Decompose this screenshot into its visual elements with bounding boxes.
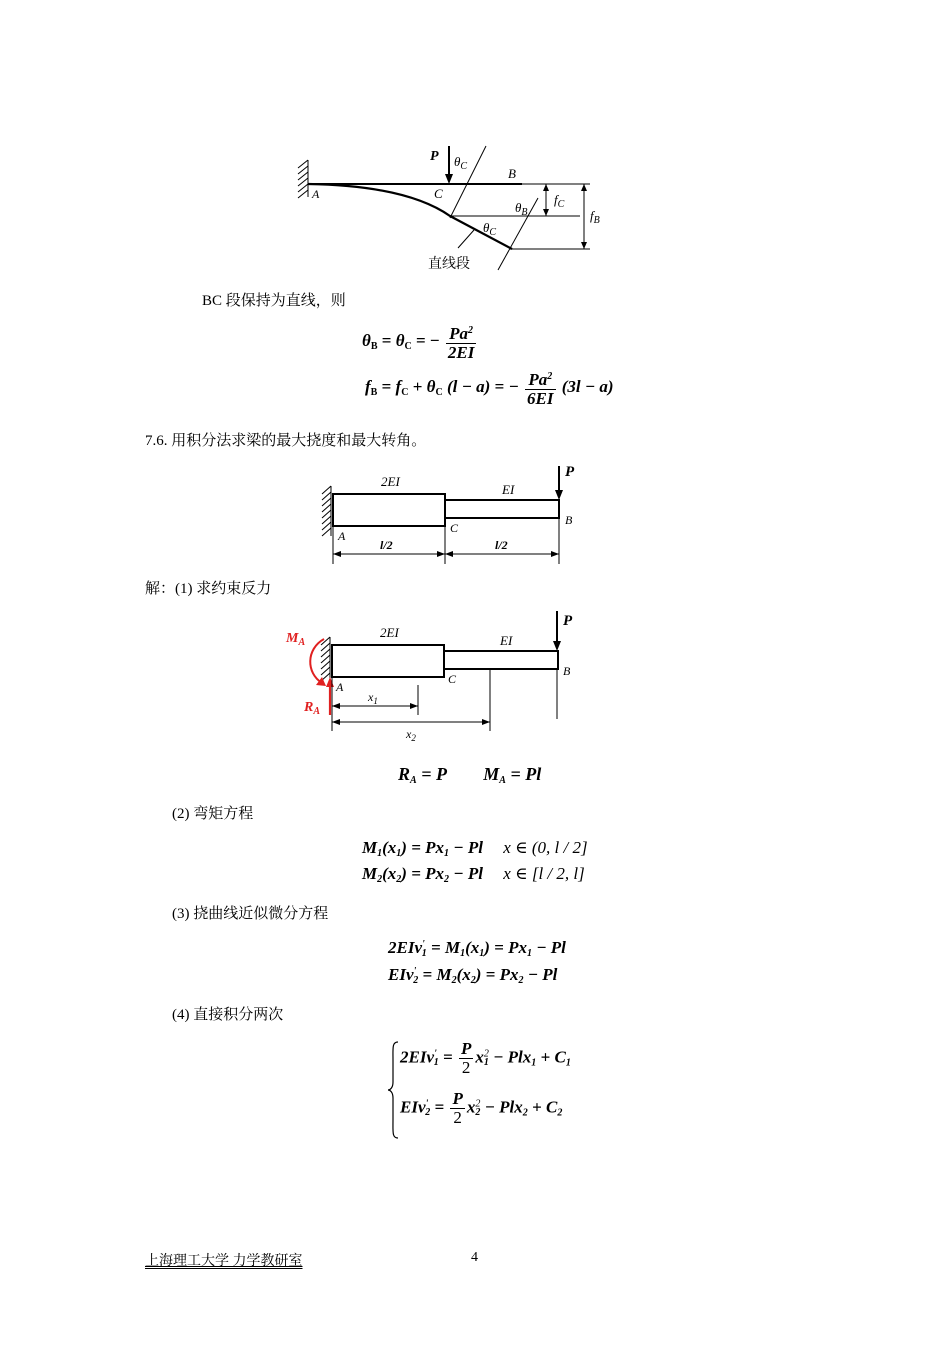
equation-integral-1: 2EIv'$_1$ = $\frac{P}{2}$ $x^2_1 - Plx_1 + C_1$ xyxy=(400,1039,571,1077)
reaction-moment-ma xyxy=(310,639,324,683)
svg-text:EI: EI xyxy=(500,633,513,648)
label-c: C xyxy=(434,186,443,201)
label-theta-c-top: $\theta_C$ xyxy=(454,154,468,172)
label-p: P xyxy=(430,149,439,164)
svg-text:C: C xyxy=(450,521,459,535)
step2-title: (2) 弯矩方程 xyxy=(172,806,254,822)
beam-segment-ei xyxy=(445,500,559,518)
equation-reactions: $R_A = P$ $M_A = Pl$ xyxy=(398,764,542,786)
page-number: 4 xyxy=(471,1250,478,1265)
svg-text:A: A xyxy=(336,680,344,694)
equation-theta: $\theta_B = \theta_C$ = − $\frac{Pa^2}{2EI}$ xyxy=(362,324,475,362)
brace-system xyxy=(386,1040,400,1140)
svg-text:P: P xyxy=(563,613,573,629)
label-theta-b: $\theta_B$ xyxy=(515,200,528,218)
solution-step1: 解：(1) 求约束反力 xyxy=(145,581,272,597)
equation-diff-2: $EIv'_2 = M_2(x_2) = Px_2 - Pl$ xyxy=(388,965,558,986)
figure-free-body xyxy=(280,605,600,745)
label-a: A xyxy=(312,187,320,201)
svg-text:C: C xyxy=(448,672,457,686)
problem-title: 7.6. 用积分法求梁的最大挠度和最大转角。 xyxy=(145,433,427,449)
svg-text:l/2: l/2 xyxy=(495,538,508,552)
svg-text:l/2: l/2 xyxy=(380,538,393,552)
equation-moment-2: $M_2(x_2) = Px_2 - Pl$ x ∈ [l / 2, l] xyxy=(362,864,585,885)
svg-text:x1: $x_1$ xyxy=(368,690,378,706)
equation-fb: $f_B = f_C + \theta_C$ (l − a) = − $\frac{Pa^2}{6EI}$ (3l − a) xyxy=(365,370,614,408)
label-fc: $f_C$ xyxy=(554,192,565,210)
figure-stepped-beam xyxy=(315,460,595,570)
svg-text:P: P xyxy=(565,464,575,480)
footer-institution: 上海理工大学 力学教研室 xyxy=(145,1254,303,1269)
svg-text:B: B xyxy=(563,664,571,678)
label-theta-c-bottom: $\theta_C$ xyxy=(483,220,497,238)
label-fb: $f_B$ xyxy=(590,208,600,226)
step3-title: (3) 挠曲线近似微分方程 xyxy=(172,906,329,922)
svg-text:2EI: 2EI xyxy=(380,625,399,640)
equation-moment-1: $M_1(x_1) = Px_1 - Pl$ x ∈ (0, l / 2] xyxy=(362,838,588,859)
step4-title: (4) 直接积分两次 xyxy=(172,1007,284,1023)
svg-text:EI: EI xyxy=(502,482,515,497)
equation-integral-2: EIv'$_2$ = $\frac{P}{2}$ $x^2_2 - Plx_2 + C_2$ xyxy=(400,1089,563,1127)
text-bc-straight: BC 段保持为直线，则 xyxy=(202,293,346,309)
fixed-support-hatch xyxy=(298,160,308,198)
label-ma: $M_A$ xyxy=(286,631,306,648)
label-ra: $R_A$ xyxy=(304,700,321,717)
equation-diff-1: $2EIv'_1 = M_1(x_1) = Px_1 - Pl$ xyxy=(388,938,566,959)
svg-text:x2: $x_2$ xyxy=(406,727,416,743)
svg-text:B: B xyxy=(565,513,573,527)
svg-text:A: A xyxy=(338,529,346,543)
label-b: B xyxy=(508,166,516,181)
beam-segment-2ei xyxy=(333,494,445,526)
figure-deflection-diagram xyxy=(290,140,610,275)
svg-text:2EI: 2EI xyxy=(381,474,400,489)
label-straight-segment: 直线段 xyxy=(428,257,470,272)
